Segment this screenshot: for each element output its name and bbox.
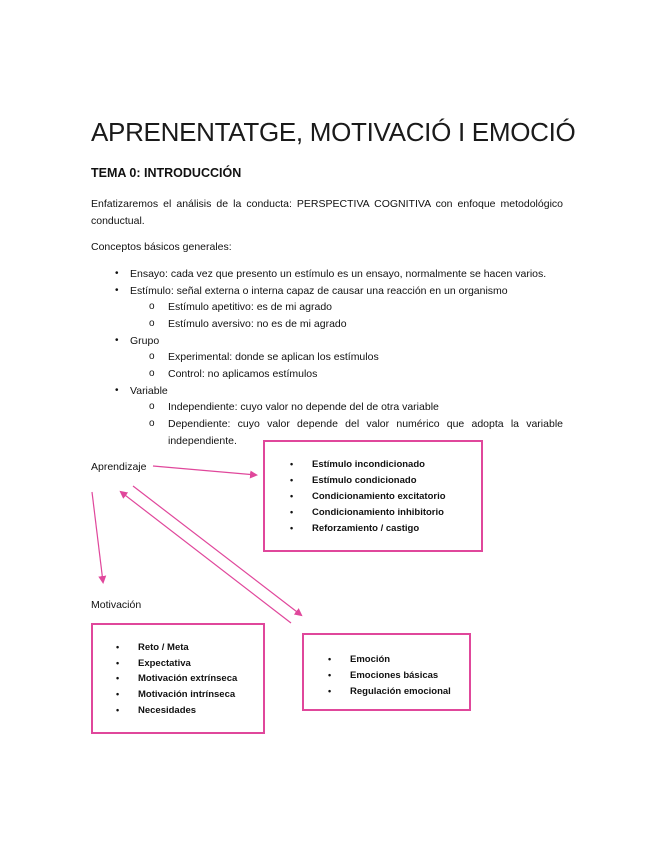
arrow-emocion-to-aprendizaje bbox=[121, 491, 294, 623]
arrow-aprendizaje-to-emocion bbox=[133, 486, 301, 615]
section-heading: TEMA 0: INTRODUCCIÓN bbox=[91, 166, 242, 180]
aprendizaje-item-text: Estímulo incondicionado bbox=[312, 459, 425, 470]
concept-variable-independiente: Independiente: cuyo valor no depende del de otra variable bbox=[168, 401, 439, 413]
concept-grupo-control: Control: no aplicamos estímulos bbox=[168, 368, 318, 380]
emocion-item-text: Emociones básicas bbox=[350, 670, 439, 681]
aprendizaje-item-text: Condicionamiento inhibitorio bbox=[312, 507, 444, 518]
motivacion-item-text: Motivación extrínseca bbox=[138, 673, 238, 684]
bullet: • bbox=[328, 670, 332, 680]
arrow-aprendizaje-to-box bbox=[153, 466, 256, 475]
bullet: • bbox=[116, 689, 120, 699]
sub-bullet: o bbox=[149, 418, 155, 429]
aprendizaje-label: Aprendizaje bbox=[91, 461, 147, 473]
concept-grupo-experimental: Experimental: donde se aplican los estímulos bbox=[168, 351, 379, 363]
aprendizaje-item-text: Condicionamiento excitatorio bbox=[312, 491, 446, 502]
bullet: • bbox=[290, 491, 294, 501]
emocion-item-text: Regulación emocional bbox=[350, 686, 451, 697]
motivacion-item-text: Expectativa bbox=[138, 658, 191, 669]
bullet: • bbox=[328, 686, 332, 696]
aprendizaje-item-text: Estímulo condicionado bbox=[312, 475, 417, 486]
sub-bullet: o bbox=[149, 318, 155, 329]
document-title: APRENENTATGE, MOTIVACIÓ I EMOCIÓ bbox=[91, 117, 576, 147]
concept-estimulo-apetitivo: Estímulo apetitivo: es de mi agrado bbox=[168, 301, 333, 313]
sub-bullet: o bbox=[149, 401, 155, 412]
aprendizaje-item-text: Reforzamiento / castigo bbox=[312, 523, 420, 534]
motivacion-item-text: Necesidades bbox=[138, 705, 197, 716]
bullet: • bbox=[116, 642, 120, 652]
bullet: • bbox=[115, 268, 119, 279]
arrow-aprendizaje-to-motivacion bbox=[92, 492, 103, 582]
concept-ensayo: Ensayo: cada vez que presento un estímulo es un ensayo, normalmente se hacen varios. bbox=[130, 268, 547, 280]
emocion-item-text: Emoción bbox=[350, 654, 391, 665]
concept-grupo: Grupo bbox=[130, 335, 160, 347]
concept-estimulo: Estímulo: señal externa o interna capaz de causar una reacción en un organismo bbox=[130, 285, 508, 297]
bullet: • bbox=[115, 285, 119, 296]
bullet: • bbox=[290, 507, 294, 517]
concept-variable: Variable bbox=[130, 385, 168, 397]
sub-bullet: o bbox=[149, 368, 155, 379]
intro-paragraph: Enfatizaremos el análisis de la conducta: PERSPECTIVA COGNITIVA con enfoque metodológico conductual. bbox=[91, 198, 563, 227]
bullet: • bbox=[290, 475, 294, 485]
bullet: • bbox=[116, 705, 120, 715]
motivacion-item-text: Motivación intrínseca bbox=[138, 689, 236, 700]
sub-bullet: o bbox=[149, 301, 155, 312]
bullet: • bbox=[116, 673, 120, 683]
bullet: • bbox=[115, 385, 119, 396]
motivacion-item-text: Reto / Meta bbox=[138, 642, 189, 653]
concepts-label: Conceptos básicos generales: bbox=[91, 241, 232, 253]
motivacion-label: Motivación bbox=[91, 599, 142, 611]
sub-bullet: o bbox=[149, 351, 155, 362]
bullet: • bbox=[290, 523, 294, 533]
bullet: • bbox=[116, 658, 120, 668]
concept-variable-dependiente: Dependiente: cuyo valor depende del valor numérico que adopta la variable independiente. bbox=[168, 418, 563, 447]
bullet: • bbox=[328, 654, 332, 664]
bullet: • bbox=[115, 335, 119, 346]
concept-estimulo-aversivo: Estímulo aversivo: no es de mi agrado bbox=[168, 318, 347, 330]
bullet: • bbox=[290, 459, 294, 469]
